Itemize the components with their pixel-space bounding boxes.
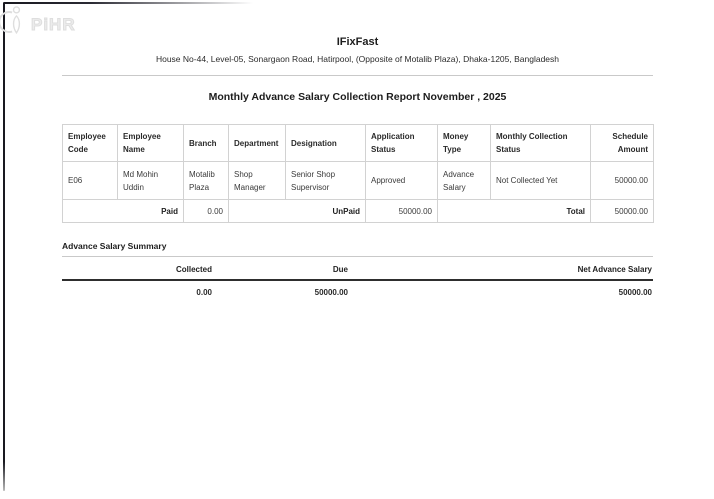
- cell-application-status: Approved: [366, 162, 438, 200]
- summary-value-net-advance-salary: 50000.00: [618, 288, 652, 297]
- report-header: [62, 34, 653, 64]
- cell-employee-code: E06: [63, 162, 118, 200]
- unpaid-value: 50000.00: [366, 200, 438, 223]
- advance-salary-table: [62, 124, 654, 223]
- total-value: 50000.00: [591, 200, 654, 223]
- col-header-employee-name: Employee Name: [118, 125, 184, 162]
- table-totals-row: [63, 200, 654, 223]
- advance-salary-summary: [62, 241, 653, 297]
- window-left-edge: [3, 2, 5, 491]
- cell-designation: Senior Shop Supervisor: [286, 162, 366, 200]
- total-label: Total: [438, 200, 591, 223]
- col-header-money-type: Money Type: [438, 125, 491, 162]
- summary-heading: Advance Salary Summary: [62, 241, 653, 257]
- cell-employee-name: Md Mohin Uddin: [118, 162, 184, 200]
- summary-header-row: [62, 257, 653, 281]
- cell-monthly-collection-status: Not Collected Yet: [491, 162, 591, 200]
- report-title: Monthly Advance Salary Collection Report November , 2025: [208, 91, 507, 103]
- table-row: [63, 162, 654, 200]
- cell-branch: Motalib Plaza: [184, 162, 229, 200]
- summary-col-due: Due: [332, 265, 348, 274]
- summary-value-collected: 0.00: [196, 288, 212, 297]
- summary-values-row: [62, 281, 653, 297]
- cell-money-type: Advance Salary: [438, 162, 491, 200]
- summary-col-net-advance-salary: Net Advance Salary: [577, 265, 652, 274]
- unpaid-label: UnPaid: [229, 200, 366, 223]
- brand-wordmark: PiHR: [31, 14, 76, 34]
- col-header-schedule-amount: Schedule Amount: [591, 125, 654, 162]
- header-divider: [62, 75, 653, 76]
- col-header-branch: Branch: [184, 125, 229, 162]
- cell-department: Shop Manager: [229, 162, 286, 200]
- company-address: House No-44, Level-05, Sonargaon Road, Hatirpool, (Opposite of Motalib Plaza), Dhaka-1205, Bangladesh: [155, 54, 560, 64]
- paid-label: Paid: [63, 200, 184, 223]
- col-header-employee-code: Employee Code: [63, 125, 118, 162]
- col-header-department: Department: [229, 125, 286, 162]
- pihr-logo-icon: [0, 4, 26, 45]
- col-header-monthly-collection-status: Monthly Collection Status: [491, 125, 591, 162]
- paid-value: 0.00: [184, 200, 229, 223]
- summary-value-due: 50000.00: [314, 288, 348, 297]
- table-header-row: [63, 125, 654, 162]
- summary-col-collected: Collected: [175, 265, 212, 274]
- col-header-designation: Designation: [286, 125, 366, 162]
- col-header-application-status: Application Status: [366, 125, 438, 162]
- cell-schedule-amount: 50000.00: [591, 162, 654, 200]
- company-name: IFixFast: [336, 36, 379, 48]
